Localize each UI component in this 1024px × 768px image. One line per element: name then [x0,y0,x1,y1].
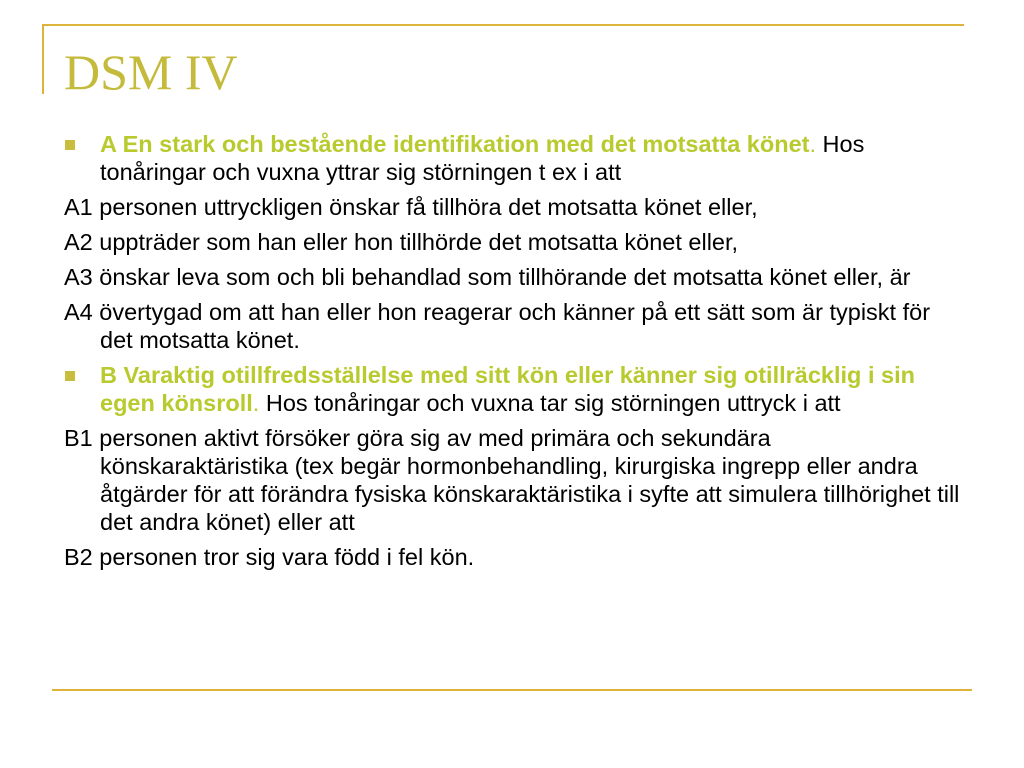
criterion-b1: B1 personen aktivt försöker göra sig av med primära och sekundära könskaraktäristika (tex begär hormonbehandling, kirurgiska ingrepp eller andra åtgärder för att förändra fysiska könskaraktäristika i syfte att simulera tillhörighet till det andra könet) eller att [64,425,960,535]
criterion-b-heading-period: . [252,390,260,416]
criterion-a [64,130,964,186]
criterion-a-heading-period: . [809,131,817,157]
criterion-b-heading: B Varaktig otillfredsställelse med sitt kön eller känner sig otillräcklig i sin egen könsroll [100,362,915,416]
criterion-a1: A1 personen uttryckligen önskar få tillhöra det motsatta könet eller, [64,194,758,220]
criterion-a3: A3 önskar leva som och bli behandlad som tillhörande det motsatta könet eller, är [64,264,911,290]
slide-content [64,130,964,578]
frame-left-line [42,24,44,94]
criterion-a4: A4 övertygad om att han eller hon reagerar och känner på ett sätt som är typiskt för det motsatta könet. [64,299,931,353]
frame-top-line [42,24,964,26]
criterion-b [64,361,964,417]
square-bullet-icon [65,140,75,150]
criterion-b-text: Hos tonåringar och vuxna tar sig störningen uttryck i att [259,390,841,416]
criterion-a2: A2 uppträder som han eller hon tillhörde det motsatta könet eller, [64,229,739,255]
square-bullet-icon [65,371,75,381]
criterion-a-text: Hos tonåringar och vuxna yttrar sig störningen t ex i att [100,131,865,185]
criterion-b2: B2 personen tror sig vara född i fel kön. [64,544,475,570]
slide-title: DSM IV [64,44,238,100]
frame-bottom-line [52,689,972,691]
criterion-a-heading: A En stark och bestående identifikation med det motsatta könet [100,131,810,157]
